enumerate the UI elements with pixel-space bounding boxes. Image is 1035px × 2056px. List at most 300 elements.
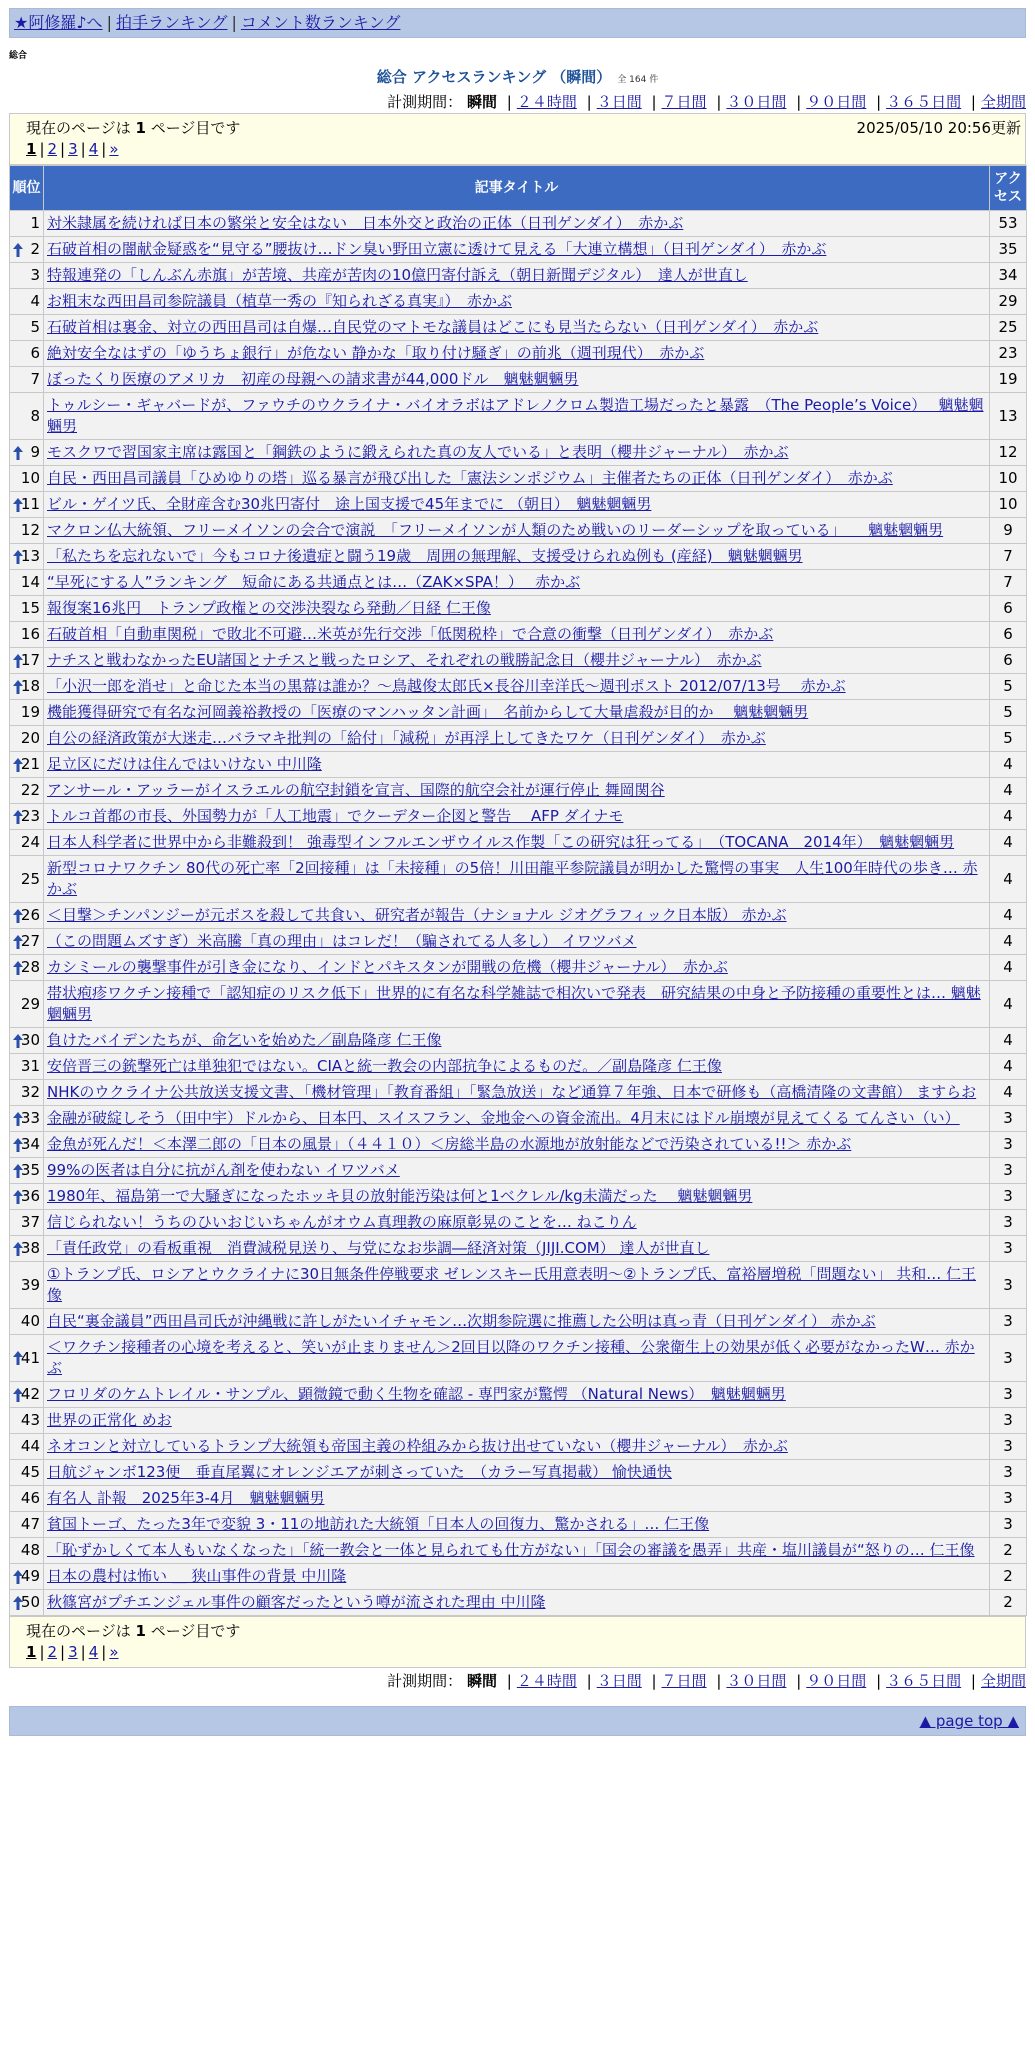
article-link[interactable]: “早死にする人”ランキング 短命にある共通点とは…（ZAK×SPA！） 赤かぶ xyxy=(47,573,581,591)
access-count: 4 xyxy=(990,1028,1027,1054)
rank-cell xyxy=(10,778,44,804)
rank-cell xyxy=(10,903,44,929)
rank-cell xyxy=(10,1236,44,1262)
page-top-link[interactable]: ▲ page top ▲ xyxy=(919,1712,1019,1730)
table-row xyxy=(10,1158,1027,1184)
access-count: 4 xyxy=(990,981,1027,1028)
title-cell xyxy=(44,544,990,570)
up-arrow-icon xyxy=(12,934,24,950)
title-cell xyxy=(44,263,990,289)
article-link[interactable]: 特報連発の「しんぶん赤旗」が苦境、共産が苦肉の10億円寄付訴え（朝日新聞デジタル） 達人が世直し xyxy=(47,266,748,284)
title-cell xyxy=(44,237,990,263)
table-row xyxy=(10,1054,1027,1080)
rank-number: 39 xyxy=(20,1275,40,1294)
up-arrow-icon xyxy=(12,1111,24,1127)
pagination-current: 1 xyxy=(26,1643,37,1661)
access-count: 4 xyxy=(990,752,1027,778)
period-option-30d[interactable]: ３０日間 xyxy=(726,93,787,111)
period-label: 計測期間： xyxy=(387,1672,463,1690)
access-count: 10 xyxy=(990,466,1027,492)
article-link[interactable]: 1980年、福島第一で大騒ぎになったホッキ貝の放射能汚染は何と1ベクレル/kg未満だった 魑魅魍魎男 xyxy=(47,1187,753,1205)
article-link[interactable]: ＜ワクチン接種者の心境を考えると、笑いが止まりません＞2回目以降のワクチン接種、公衆衛生上の効果が低く必要がなかったW… 赤かぶ xyxy=(47,1338,975,1377)
table-row xyxy=(10,289,1027,315)
rank-number: 41 xyxy=(20,1348,40,1367)
access-count: 3 xyxy=(990,1512,1027,1538)
up-arrow-icon xyxy=(12,497,24,513)
article-link[interactable]: 帯状疱疹ワクチン接種で「認知症のリスク低下」世界的に有名な科学雑誌で相次いで発表 研究結果の中身と予防接種の重要性とは… 魑魅魍魎男 xyxy=(47,984,981,1023)
rank-number: 49 xyxy=(20,1567,40,1585)
access-count: 12 xyxy=(990,440,1027,466)
article-link[interactable]: 新型コロナワクチン 80代の死亡率「2回接種」は「未接種」の5倍！川田龍平参院議員が明かした驚愕の事実 人生100年時代の歩き… 赤かぶ xyxy=(47,859,978,898)
table-row xyxy=(10,981,1027,1028)
article-link[interactable]: マクロン仏大統領、フリーメイソンの会合で演説 「フリーメイソンが人類のため戦いのリーダーシップを取っている」 魑魅魍魎男 xyxy=(47,521,944,539)
article-link[interactable]: ＜目撃＞チンパンジーが元ボスを殺して共食い、研究者が報告（ナショナル ジオグラフィック日本版） 赤かぶ xyxy=(47,906,787,924)
table-row xyxy=(10,726,1027,752)
article-link[interactable]: 自民“裏金議員”西田昌司氏が沖縄戦に許しがたいイチャモン…次期参院選に推薦した公明は真っ青（日刊ゲンダイ） 赤かぶ xyxy=(47,1312,876,1330)
up-arrow-icon xyxy=(12,1387,24,1403)
rank-cell xyxy=(10,1309,44,1335)
rank-cell xyxy=(10,518,44,544)
table-row xyxy=(10,1460,1027,1486)
title-cell xyxy=(44,1460,990,1486)
title-cell xyxy=(44,440,990,466)
access-count: 4 xyxy=(990,778,1027,804)
article-link[interactable]: 対米隷属を続ければ日本の繁栄と安全はない 日本外交と政治の正体（日刊ゲンダイ） 赤かぶ xyxy=(47,214,684,232)
rank-cell xyxy=(10,570,44,596)
rank-number: 36 xyxy=(20,1187,40,1205)
up-arrow-icon xyxy=(12,653,24,669)
rank-cell xyxy=(10,393,44,440)
up-arrow-icon xyxy=(12,549,24,565)
title-cell xyxy=(44,1486,990,1512)
period-option-7d[interactable]: ７日間 xyxy=(661,93,707,111)
title-cell xyxy=(44,726,990,752)
table-row xyxy=(10,1486,1027,1512)
rank-number: 3 xyxy=(30,266,40,284)
table-row xyxy=(10,674,1027,700)
access-count: 3 xyxy=(990,1382,1027,1408)
pagination-current: 1 xyxy=(26,140,37,158)
rank-cell xyxy=(10,929,44,955)
article-link[interactable]: 金融が破綻しそう（田中宇）ドルから、日本円、スイスフラン、金地金への資金流出。4月末にはドル崩壊が見えてくる てんさい（い） xyxy=(47,1109,960,1127)
up-arrow-icon xyxy=(12,1241,24,1257)
rank-cell xyxy=(10,804,44,830)
article-link[interactable]: フロリダのケムトレイル・サンプル、顕微鏡で動く生物を確認 - 専門家が驚愕 （Natural News） 魑魅魍魎男 xyxy=(47,1385,786,1403)
rank-cell xyxy=(10,1106,44,1132)
pagination-page-2[interactable]: 2 xyxy=(47,1643,58,1661)
article-link[interactable]: 機能獲得研究で有名な河岡義裕教授の「医療のマンハッタン計画」 名前からして大量虐殺が目的か 魑魅魍魎男 xyxy=(47,703,809,721)
table-row xyxy=(10,1538,1027,1564)
rank-number: 38 xyxy=(20,1239,40,1257)
title-cell xyxy=(44,1382,990,1408)
pagination-bottom: 1 | 2 | 3 | 4 | » xyxy=(26,1643,119,1661)
rank-cell xyxy=(10,648,44,674)
article-link[interactable]: トルコ首都の市長、外国勢力が「人工地震」でクーデター企図と警告 AFP ダイナモ xyxy=(47,807,624,825)
section-label: 総合 xyxy=(9,51,28,61)
header-rank: 順位 xyxy=(10,166,44,211)
rank-cell xyxy=(10,1408,44,1434)
ranking-header-row xyxy=(10,166,1027,211)
table-row xyxy=(10,1408,1027,1434)
access-count: 7 xyxy=(990,544,1027,570)
rank-cell xyxy=(10,315,44,341)
page-status-text: 現在のページは 1 ページ目です xyxy=(26,1622,241,1640)
table-row xyxy=(10,700,1027,726)
rank-number: 6 xyxy=(30,344,40,362)
article-link[interactable]: ①トランプ氏、ロシアとウクライナに30日無条件停戦要求 ゼレンスキー氏用意表明～②トランプ氏、富裕層増税「問題ない」 共和… 仁王像 xyxy=(47,1265,977,1304)
article-link[interactable]: ナチスと戦わなかったEU諸国とナチスと戦ったロシア、それぞれの戦勝記念日（櫻井ジャーナル） 赤かぶ xyxy=(47,651,762,669)
rank-cell xyxy=(10,752,44,778)
rank-number: 33 xyxy=(20,1109,40,1127)
table-row xyxy=(10,596,1027,622)
table-row xyxy=(10,237,1027,263)
title-cell xyxy=(44,1564,990,1590)
access-count: 5 xyxy=(990,726,1027,752)
access-count: 6 xyxy=(990,648,1027,674)
title-cell xyxy=(44,1080,990,1106)
title-cell xyxy=(44,1106,990,1132)
pagination-page-3[interactable]: 3 xyxy=(68,1643,78,1661)
period-option-30d[interactable]: ３０日間 xyxy=(726,1672,787,1690)
rank-cell xyxy=(10,1564,44,1590)
rank-number: 32 xyxy=(20,1083,40,1101)
article-link[interactable]: （この問題ムズすぎ）米高騰「真の理由」はコレだ！（騙されてる人多し） イワツバメ xyxy=(47,932,637,950)
rank-number: 44 xyxy=(20,1437,40,1455)
period-selector-top: 計測期間： 瞬間 | ２４時間 | ３日間 | ７日間 | ３０日間 | ９０日間 | ３６５日間 | 全期間 xyxy=(387,93,1026,111)
article-link[interactable]: 負けたバイデンたちが、命乞いを始めた／副島隆彦 仁王像 xyxy=(47,1031,442,1049)
rank-number: 26 xyxy=(20,906,40,924)
title-cell xyxy=(44,289,990,315)
table-row xyxy=(10,1382,1027,1408)
period-label: 計測期間： xyxy=(387,93,463,111)
title-cell xyxy=(44,700,990,726)
rank-number: 23 xyxy=(20,807,40,825)
article-link[interactable]: 金魚が死んだ！＜本澤二郎の「日本の風景」（４４１０）＜房総半島の水源地が放射能などで汚染されている!!＞ 赤かぶ xyxy=(47,1135,852,1153)
table-row xyxy=(10,492,1027,518)
table-row xyxy=(10,1590,1027,1616)
table-row xyxy=(10,622,1027,648)
page-status-box-top xyxy=(9,113,1026,165)
article-link[interactable]: 報復案16兆円 トランプ政権との交渉決裂なら発動／日経 仁王像 xyxy=(47,599,491,617)
title-cell xyxy=(44,1538,990,1564)
title-cell xyxy=(44,856,990,903)
period-option-all[interactable]: 全期間 xyxy=(980,1672,1026,1690)
period-option-90d[interactable]: ９０日間 xyxy=(806,1672,867,1690)
nav-link-comment-ranking[interactable]: コメント数ランキング xyxy=(240,13,401,32)
rank-cell xyxy=(10,466,44,492)
title-cell xyxy=(44,1158,990,1184)
up-arrow-icon xyxy=(12,445,24,461)
table-row xyxy=(10,955,1027,981)
rank-cell xyxy=(10,674,44,700)
up-arrow-icon xyxy=(12,757,24,773)
title-cell xyxy=(44,1408,990,1434)
period-option-365d[interactable]: ３６５日間 xyxy=(886,93,962,111)
title-cell xyxy=(44,1132,990,1158)
page-status-box-bottom xyxy=(9,1616,1026,1668)
rank-cell xyxy=(10,830,44,856)
access-count: 4 xyxy=(990,856,1027,903)
rank-cell xyxy=(10,1434,44,1460)
pagination-next[interactable]: » xyxy=(109,1643,119,1661)
rank-cell xyxy=(10,1590,44,1616)
title-cell xyxy=(44,570,990,596)
article-link[interactable]: 石破首相は裏金、対立の西田昌司は自爆…自民党のマトモな議員はどこにも見当たらない（日刊ゲンダイ） 赤かぶ xyxy=(47,318,819,336)
table-row xyxy=(10,1236,1027,1262)
rank-number: 9 xyxy=(30,443,40,461)
rank-cell xyxy=(10,1486,44,1512)
pagination-next[interactable]: » xyxy=(109,140,119,158)
article-link[interactable]: 日本人科学者に世界中から非難殺到！ 強毒型インフルエンザウイルス作製「この研究は狂ってる」 （TOCANA 2014年） 魑魅魍魎男 xyxy=(47,833,955,851)
article-link[interactable]: 絶対安全なはずの「ゆうちょ銀行」が危ない 静かな「取り付け騒ぎ」の前兆（週刊現代） 赤かぶ xyxy=(47,344,705,362)
rank-cell xyxy=(10,1460,44,1486)
rank-cell xyxy=(10,1335,44,1382)
table-row xyxy=(10,367,1027,393)
top-nav-bar xyxy=(9,8,1026,38)
rank-cell xyxy=(10,700,44,726)
table-row xyxy=(10,1184,1027,1210)
access-count: 3 xyxy=(990,1460,1027,1486)
rank-cell xyxy=(10,367,44,393)
table-row xyxy=(10,804,1027,830)
table-row xyxy=(10,1564,1027,1590)
rank-cell xyxy=(10,263,44,289)
table-row xyxy=(10,1512,1027,1538)
rank-number: 50 xyxy=(20,1593,40,1611)
article-link[interactable]: 日航ジャンボ123便 垂直尾翼にオレンジエアが刺さっていた （カラー写真掲載） 愉快通快 xyxy=(47,1463,672,1481)
article-link[interactable]: 「私たちを忘れないで」今もコロナ後遺症と闘う19歳 周囲の無理解、支援受けられぬ例も (産経) 魑魅魍魎男 xyxy=(47,547,803,565)
period-option-all[interactable]: 全期間 xyxy=(980,93,1026,111)
table-row xyxy=(10,1132,1027,1158)
table-row xyxy=(10,211,1027,237)
rank-cell xyxy=(10,211,44,237)
access-count: 4 xyxy=(990,903,1027,929)
period-current: 瞬間 xyxy=(466,93,497,111)
up-arrow-icon xyxy=(12,1350,24,1366)
rank-number: 43 xyxy=(20,1411,40,1429)
access-count: 10 xyxy=(990,492,1027,518)
pagination-page-4[interactable]: 4 xyxy=(88,1643,99,1661)
rank-number: 46 xyxy=(20,1489,40,1507)
nav-link-home[interactable]: ★阿修羅♪へ xyxy=(14,13,103,32)
article-link[interactable]: 有名人 訃報 2025年3-4月 魑魅魍魎男 xyxy=(47,1489,325,1507)
pagination-page-3[interactable]: 3 xyxy=(68,140,78,158)
rank-cell xyxy=(10,1382,44,1408)
title-cell xyxy=(44,752,990,778)
title-cell xyxy=(44,393,990,440)
article-link[interactable]: ビル・ゲイツ氏、全財産含む30兆円寄付 途上国支援で45年までに （朝日） 魑魅魍魎男 xyxy=(47,495,652,513)
rank-cell xyxy=(10,237,44,263)
period-option-24h[interactable]: ２４時間 xyxy=(516,93,577,111)
title-cell xyxy=(44,1512,990,1538)
access-count: 3 xyxy=(990,1434,1027,1460)
rank-cell xyxy=(10,1184,44,1210)
rank-number: 14 xyxy=(20,573,40,591)
header-title: 記事タイトル xyxy=(44,166,990,211)
rank-cell xyxy=(10,726,44,752)
period-option-90d[interactable]: ９０日間 xyxy=(806,93,867,111)
title-cell xyxy=(44,518,990,544)
page-heading xyxy=(9,66,1026,87)
nav-separator: | xyxy=(231,13,237,32)
access-count: 4 xyxy=(990,1054,1027,1080)
title-cell xyxy=(44,981,990,1028)
title-cell xyxy=(44,903,990,929)
access-count: 3 xyxy=(990,1335,1027,1382)
table-row xyxy=(10,263,1027,289)
rank-cell xyxy=(10,596,44,622)
title-cell xyxy=(44,648,990,674)
article-link[interactable]: 信じられない！うちのひいおじいちゃんがオウム真理教の麻原彰晃のことを… ねこりん xyxy=(47,1213,637,1231)
rank-number: 7 xyxy=(30,370,40,388)
up-arrow-icon xyxy=(12,1595,24,1611)
article-link[interactable]: モスクワで習国家主席は露国と「鋼鉄のように鍛えられた真の友人でいる」と表明（櫻井ジャーナル） 赤かぶ xyxy=(47,443,789,461)
rank-number: 21 xyxy=(20,755,40,773)
article-link[interactable]: 石破首相の闇献金疑惑を“見守る”腰抜け…ドン臭い野田立憲に透けて見える「大連立構想」（日刊ゲンダイ） 赤かぶ xyxy=(47,240,827,258)
rank-number: 10 xyxy=(20,469,40,487)
rank-cell xyxy=(10,1538,44,1564)
article-link[interactable]: 日本の農村は怖い ＿ 狭山事件の背景 中川隆 xyxy=(47,1567,347,1585)
article-link[interactable]: ぼったくり医療のアメリカ 初産の母親への請求書が44,000ドル 魑魅魍魎男 xyxy=(47,370,579,388)
title-cell xyxy=(44,211,990,237)
table-row xyxy=(10,440,1027,466)
up-arrow-icon xyxy=(12,809,24,825)
rank-number: 8 xyxy=(30,406,40,425)
article-link[interactable]: 99%の医者は自分に抗がん剤を使わない イワツバメ xyxy=(47,1161,400,1179)
title-cell xyxy=(44,778,990,804)
table-row xyxy=(10,648,1027,674)
access-count: 29 xyxy=(990,289,1027,315)
table-row xyxy=(10,518,1027,544)
article-link[interactable]: 自民・西田昌司議員「ひめゆりの塔」巡る暴言が飛び出した「憲法シンポジウム」主催者たちの正体（日刊ゲンダイ） 赤かぶ xyxy=(47,469,893,487)
article-link[interactable]: 石破首相「自動車関税」で敗北不可避…米英が先行交渉「低関税枠」で合意の衝撃（日刊ゲンダイ） 赤かぶ xyxy=(47,625,774,643)
article-link[interactable]: NHKのウクライナ公共放送支援文書、「機材管理」「教育番組」「緊急放送」など通算７年強、日本で研修も（高橋清隆の文書館） ますらお xyxy=(47,1083,977,1101)
rank-cell xyxy=(10,622,44,648)
article-link[interactable]: 世界の正常化 めお xyxy=(47,1411,172,1429)
table-row xyxy=(10,1106,1027,1132)
article-link[interactable]: トゥルシー・ギャバードが、ファウチのウクライナ・バイオラボはアドレノクロム製造工場だったと暴露 （The People’s Voice） 魑魅魍魎男 xyxy=(47,396,984,435)
rank-cell xyxy=(10,1028,44,1054)
rank-number: 22 xyxy=(20,781,40,799)
access-count: 3 xyxy=(990,1236,1027,1262)
access-count: 4 xyxy=(990,830,1027,856)
pagination-page-4[interactable]: 4 xyxy=(88,140,99,158)
access-count: 3 xyxy=(990,1184,1027,1210)
table-row xyxy=(10,830,1027,856)
title-cell xyxy=(44,929,990,955)
access-count: 3 xyxy=(990,1106,1027,1132)
rank-number: 25 xyxy=(20,869,40,888)
rank-number: 48 xyxy=(20,1541,40,1559)
period-option-7d[interactable]: ７日間 xyxy=(661,1672,707,1690)
rank-number: 31 xyxy=(20,1057,40,1075)
article-link[interactable]: 安倍晋三の銃撃死亡は単独犯ではない。CIAと統一教会の内部抗争によるものだ。／副島隆彦 仁王像 xyxy=(47,1057,722,1075)
rank-number: 5 xyxy=(30,318,40,336)
rank-number: 18 xyxy=(20,677,40,695)
rank-cell xyxy=(10,1158,44,1184)
table-row xyxy=(10,752,1027,778)
period-option-3d[interactable]: ３日間 xyxy=(596,1672,642,1690)
rank-number: 11 xyxy=(20,495,40,513)
rank-number: 30 xyxy=(20,1031,40,1049)
access-count: 2 xyxy=(990,1590,1027,1616)
up-arrow-icon xyxy=(12,1569,24,1585)
title-cell xyxy=(44,341,990,367)
article-link[interactable]: ネオコンと対立しているトランプ大統領も帝国主義の枠組みから抜け出せていない（櫻井ジャーナル） 赤かぶ xyxy=(47,1437,788,1455)
access-count: 3 xyxy=(990,1210,1027,1236)
access-count: 6 xyxy=(990,596,1027,622)
up-arrow-icon xyxy=(12,1137,24,1153)
pagination-top: 1 | 2 | 3 | 4 | » xyxy=(26,140,119,158)
table-row xyxy=(10,544,1027,570)
title-cell xyxy=(44,804,990,830)
rank-number: 28 xyxy=(20,958,40,976)
title-cell xyxy=(44,492,990,518)
nav-link-applause-ranking[interactable]: 拍手ランキング xyxy=(115,13,228,32)
rank-number: 15 xyxy=(20,599,40,617)
access-count: 5 xyxy=(990,674,1027,700)
article-link[interactable]: 「責任政党」の看板重視 消費減税見送り、与党になお歩調―経済対策（JIJI.COM） 達人が世直し xyxy=(47,1239,710,1257)
rank-cell xyxy=(10,1080,44,1106)
period-selector-bottom: 計測期間： 瞬間 | ２４時間 | ３日間 | ７日間 | ３０日間 | ９０日間 | ３６５日間 | 全期間 xyxy=(387,1672,1026,1690)
access-count: 53 xyxy=(990,211,1027,237)
table-row xyxy=(10,778,1027,804)
access-count: 4 xyxy=(990,955,1027,981)
up-arrow-icon xyxy=(12,242,24,258)
access-count: 6 xyxy=(990,622,1027,648)
item-count: 全 164 件 xyxy=(617,75,659,85)
title-cell xyxy=(44,1028,990,1054)
article-link[interactable]: お粗末な西田昌司参院議員（植草一秀の『知られざる真実』） 赤かぶ xyxy=(47,292,513,310)
article-link[interactable]: アンサール・アッラーがイスラエルの航空封鎖を宣言、国際的航空会社が運行停止 舞岡関谷 xyxy=(47,781,665,799)
table-row xyxy=(10,929,1027,955)
period-option-3d[interactable]: ３日間 xyxy=(596,93,642,111)
title-cell xyxy=(44,1262,990,1309)
access-count: 3 xyxy=(990,1132,1027,1158)
article-link[interactable]: 自公の経済政策が大迷走…バラマキ批判の「給付」「減税」が再浮上してきたワケ（日刊ゲンダイ） 赤かぶ xyxy=(47,729,766,747)
access-count: 19 xyxy=(990,367,1027,393)
title-cell xyxy=(44,466,990,492)
rank-cell xyxy=(10,289,44,315)
table-row xyxy=(10,1335,1027,1382)
rank-number: 17 xyxy=(20,651,40,669)
access-count: 9 xyxy=(990,518,1027,544)
rank-number: 42 xyxy=(20,1385,40,1403)
up-arrow-icon xyxy=(12,679,24,695)
article-link[interactable]: 秋篠宮がプチエンジェル事件の顧客だったという噂が流された理由 中川隆 xyxy=(47,1593,546,1611)
article-link[interactable]: 足立区にだけは住んではいけない 中川隆 xyxy=(47,755,322,773)
article-link[interactable]: 「小沢一郎を消せ」と命じた本当の黒幕は誰か？～鳥越俊太郎氏×長谷川幸洋氏～週刊ポスト 2012/07/13号 赤かぶ xyxy=(47,677,846,695)
article-link[interactable]: 「恥ずかしくて本人もいなくなった」「統一教会と一体と見られても仕方がない」「国会の審議を愚弄」共産・塩川議員が“怒りの… 仁王像 xyxy=(47,1541,975,1559)
rank-cell xyxy=(10,544,44,570)
pagination-page-2[interactable]: 2 xyxy=(47,140,58,158)
title-cell xyxy=(44,596,990,622)
period-option-24h[interactable]: ２４時間 xyxy=(516,1672,577,1690)
rank-cell xyxy=(10,492,44,518)
rank-cell xyxy=(10,341,44,367)
rank-cell xyxy=(10,1210,44,1236)
access-count: 3 xyxy=(990,1158,1027,1184)
up-arrow-icon xyxy=(12,1189,24,1205)
updated-timestamp: 2025/05/10 20:56更新 xyxy=(856,119,1021,137)
rank-cell xyxy=(10,981,44,1028)
access-count: 4 xyxy=(990,1080,1027,1106)
article-link[interactable]: 貧国トーゴ、たった3年で変貌 3・11の地訪れた大統領「日本人の回復力、驚かされる」… 仁王像 xyxy=(47,1515,710,1533)
period-option-365d[interactable]: ３６５日間 xyxy=(886,1672,962,1690)
access-count: 13 xyxy=(990,393,1027,440)
title-cell xyxy=(44,1434,990,1460)
article-link[interactable]: カシミールの襲撃事件が引き金になり、インドとパキスタンが開戦の危機（櫻井ジャーナル） 赤かぶ xyxy=(47,958,728,976)
